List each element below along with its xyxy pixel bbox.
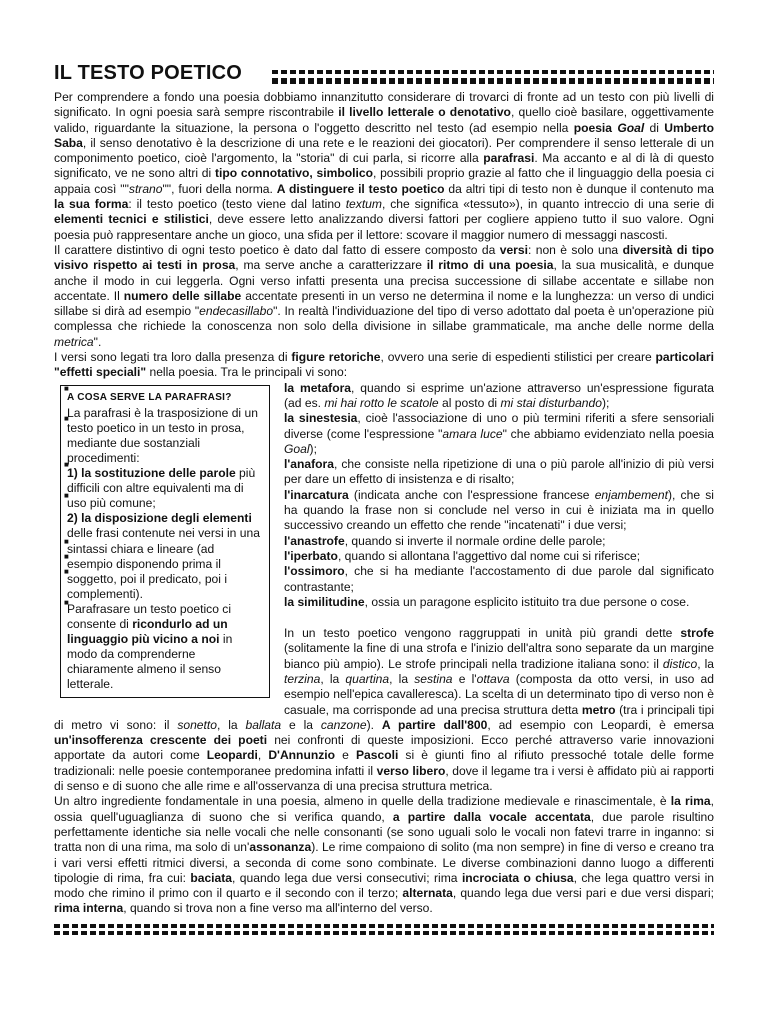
page-title: IL TESTO POETICO (54, 62, 243, 84)
document-page (54, 62, 714, 917)
paragraph-figure-retoriche: I versi sono legati tra loro dalla presenza di figure retoriche, ovvero una serie di espedienti stilistici per creare particolari "effetti speciali" nella poesia. Tra le principali vi sono: (54, 350, 714, 380)
body-text (54, 90, 714, 917)
figures-list (54, 381, 714, 610)
bottom-dashed-rule (54, 924, 714, 928)
title-row (54, 62, 714, 90)
list-item: ■ l'anafora, che consiste nella ripetizione di una o più parole all'inizio di più versi per dare un effetto di insistenza e di risalto; (54, 457, 714, 488)
parafrasi-box: A COSA SERVE LA PARAFRASI? La parafrasi è la trasposizione di un testo poetico in un testo in prosa, mediante due sostanziali procedimenti: 1) la sostituzione delle parole più difficili con altre equivalenti ma di uso più comune; 2) la disposizione degli elementi delle frasi contenute nei versi in una sintassi chiara e lineare (ad esempio disponendo prima il soggetto, poi il predicato, poi i complementi). Parafrasare un testo poetico ci consente di ricondurlo ad un linguaggio più vicino a noi in modo da comprenderne chiaramente almeno il senso letterale. (60, 385, 270, 698)
list-item: ■ l'anastrofe, quando si inverte il normale ordine delle parole; (54, 534, 714, 549)
paragraph-strofe: In un testo poetico vengono raggruppati in unità più grandi dette strofe (solitamente la fine di una strofa e l'inizio dell'altra sono separate da un margine bianco più ampio). Le strofe principali nella tradizione italiana sono: il distico, la terzina, la quartina, la sestina e l'ottava (composta da otto versi, in uso ad esempio nell'epica cavalleresca). La scelta di un determinato tipo di verso non è casuale, ma corrisponde ad una precisa struttura detta metro (tra i principali tipi di metro vi sono: il sonetto, la ballata e la canzone). A partire dall'800, ad esempio con Leopardi, è emersa un'insofferenza crescente dei poeti nei confronti di queste imposizioni. Ecco perché attraverso varie innovazioni apportate da autori come Leopardi, D'Annunzio e Pascoli si è giunti fino al rifiuto pressoché totale delle forme tradizionali: nelle poesie contemporanee predomina infatti il verso libero, dove il legame tra i versi è affidato più ai rapporti di senso e di suono che alle rime e all'osservanza di una precisa struttura metrica. (54, 626, 715, 794)
list-item: ■ la sinestesia, cioè l'associazione di uno o più termini riferiti a sfere sensoriali diverse (come l'espressione "amara luce" che abbiamo evidenziato nella poesia Goal); (54, 411, 714, 457)
list-item: ■ la similitudine, ossia un paragone esplicito istituito tra due persone o cose. (54, 595, 714, 610)
paragraph-versi: Il carattere distintivo di ogni testo poetico è dato dal fatto di essere composto da versi: non è solo una diversità di tipo visivo rispetto ai testi in prosa, ma serve anche a caratterizzare il ritmo di una poesia, la sua musicalità, e dunque anche il modo in cui leggerla. Ogni verso infatti presenta una precisa successione di sillabe accentate e sillabe non accentate. Il numero delle sillabe accentate presenti in un verso ne determina il nome e la lunghezza: un verso di undici sillabe si dirà ad esempio "endecasillabo". In realtà l'individuazione del tipo di verso adottato dal poeta è un'operazione più complessa che richiede la conoscenza non solo della divisione in sillabe grammaticale, ma anche delle norme della metrica". (54, 242, 714, 349)
paragraph-intro: Per comprendere a fondo una poesia dobbiamo innanzitutto considerare di trovarci di fronte ad un testo con più livelli di significato. In ogni poesia sarà sempre riscontrabile il livello letterale o denotativo, quello cioè basilare, oggettivamente valido, riguardante la situazione, la persona o l'oggetto descritto nel testo (ad esempio nella poesia Goal di Umberto Saba, il senso denotativo è la descrizione di una rete e le reazioni dei giocatori). Per comprendere il senso letterale di un componimento poetico, cioè l'argomento, la "storia" di cui parla, si ricorre alla parafrasi. Ma accanto e al di là di questo significato, ve ne sono altri di tipo connotativo, simbolico, possibili proprio grazie al fatto che il linguaggio della poesia ci appaia così ""strano"", fuori della norma. A distinguere il testo poetico da altri tipi di testo non è dunque il contenuto ma la sua forma: il testo poetico (testo viene dal latino textum, che significa «tessuto»), in quanto intreccio di una serie di elementi tecnici e stilistici, deve essere letto analizzando diversi fattori per cogliere appieno tutto il suo valore. Ogni poesia può rappresentare anche un gioco, una sfida per il lettore: scovare il maggior numero di messaggi nascosti. (54, 90, 715, 242)
list-item: ■ l'inarcatura (indicata anche con l'espressione francese enjambement), che si ha quando la frase non si conclude nel verso in cui è iniziata ma in quello successivo creando un effetto che rende "incatenati" i due versi; (54, 488, 714, 534)
list-item: ■ l'iperbato, quando si allontana l'aggettivo dal nome cui si riferisce; (54, 549, 714, 564)
parafrasi-box-title: A COSA SERVE LA PARAFRASI? (67, 391, 232, 403)
list-item: ■ l'ossimoro, che si ha mediante l'accostamento di due parole dal significato contrastante; (54, 564, 714, 595)
list-item: ■ la metafora, quando si esprime un'azione attraverso un'espressione figurata (ad es. mi hai rotto le scatole al posto di mi stai disturbando); (54, 381, 714, 412)
title-dashed-rule (272, 78, 714, 84)
paragraph-rima: Un altro ingrediente fondamentale in una poesia, almeno in quelle della tradizione medievale e rinascimentale, è la rima, ossia quell'uguaglianza di suono che si verifica quando, a partire dalla vocale accentata, due parole risultino perfettamente identiche sia nelle vocali che nelle consonanti (se sono uguali solo le vocali non fatevi trarre in inganno: si tratta non di una rima, ma solo di un'assonanza). Le rime compaiono di solito (ma non sempre) in fine di verso e creano tra i vari versi effetti ritmici diversi, a seconda di come sono combinate. Le diverse combinazioni danno luogo a differenti tipologie di rima, fra cui: baciata, quando lega due versi consecutivi; rima incrociata o chiusa, che lega quattro versi in modo che rimino il primo con il quarto e il secondo con il terzo; alternata, quando lega due versi pari e due versi dispari; rima interna, quando si trova non a fine verso ma all'interno del verso. (54, 794, 715, 916)
